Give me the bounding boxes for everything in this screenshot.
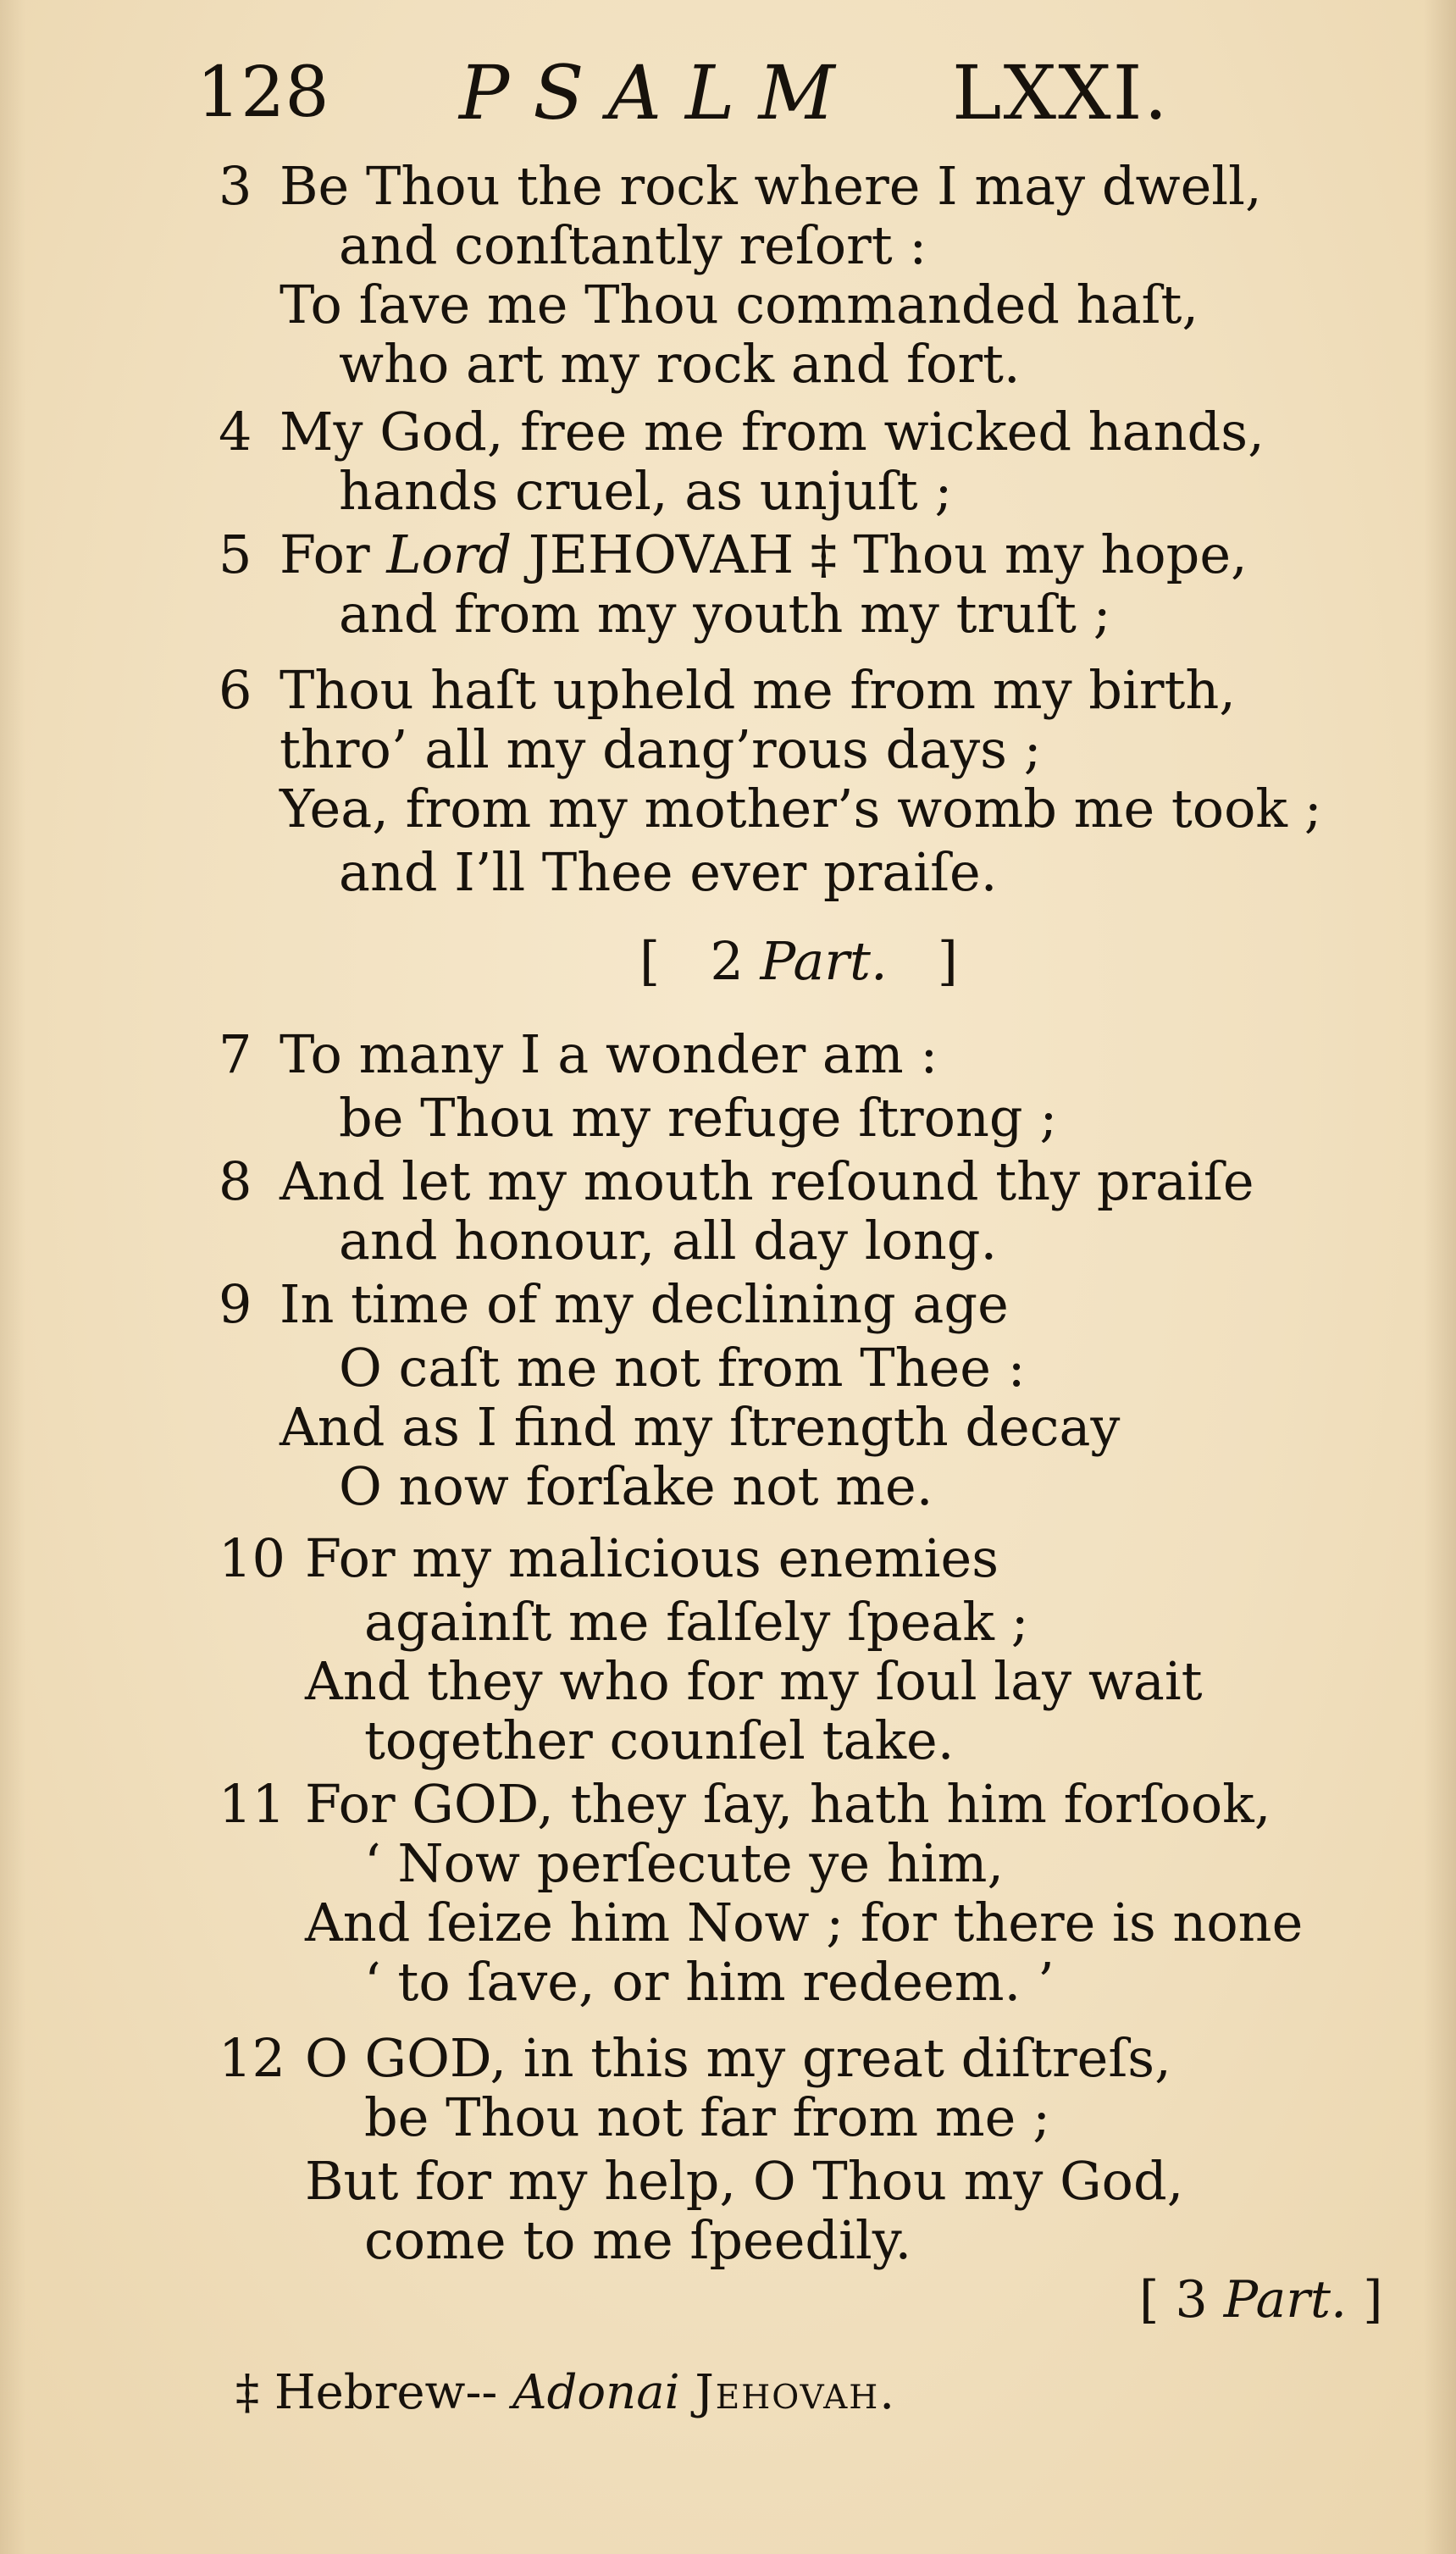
verse-line: To ſave me Thou commanded haſt, <box>280 274 1199 335</box>
italic-lord: Lord <box>386 524 512 585</box>
page-gutter-shadow <box>0 0 25 2554</box>
bracket-open: [ <box>639 930 661 992</box>
verse-number: 9 <box>219 1273 252 1335</box>
verse-line: O GOD, in this my great diſtreſs, <box>305 2027 1171 2089</box>
running-title: PSALM <box>459 49 859 136</box>
verse-line: be Thou my refuge ſtrong ; <box>339 1087 1058 1149</box>
verse-line: To many I a wonder am : <box>280 1023 938 1085</box>
verse-line: And as I find my ſtrength decay <box>280 1396 1121 1458</box>
psalm-number: LXXI. <box>952 49 1170 136</box>
verse-line: and conſtantly reſort : <box>339 214 927 276</box>
catchword-number: 3 <box>1175 2270 1208 2330</box>
verse-line: O caſt me not from Thee : <box>339 1337 1026 1399</box>
verse-line: For GOD, they ſay, hath him forſook, <box>305 1773 1271 1835</box>
running-header <box>197 47 1196 136</box>
verse-line: But for my help, O Thou my God, <box>305 2150 1184 2212</box>
verse-number: 10 <box>219 1527 285 1589</box>
verse-line: ‘ Now perſecute ye him, <box>364 1832 1005 1894</box>
verse-line: And let my mouth reſound thy praiſe <box>280 1150 1254 1212</box>
verse-line: In time of my declining age <box>280 1273 1009 1335</box>
verse-line: And ſeize him Now ; for there is none <box>305 1892 1304 1953</box>
footnote-caps-word: Jehovah. <box>695 2365 897 2420</box>
footnote <box>235 2363 896 2423</box>
page-number: 128 <box>197 53 329 133</box>
verse-line: againſt me falſely ſpeak ; <box>364 1591 1029 1653</box>
section-heading <box>639 932 958 991</box>
verse-line: My God, free me from wicked hands, <box>280 401 1265 463</box>
verse-line: O now forſake not me. <box>339 1455 933 1517</box>
bracket-close: ] <box>937 930 958 992</box>
verse-line: and from my youth my truſt ; <box>339 583 1111 645</box>
section-label: Part. <box>760 930 888 992</box>
catchword <box>1139 2270 1383 2330</box>
verse-line: thro’ all my dang’rous days ; <box>280 718 1042 780</box>
bracket-open: [ <box>1139 2270 1160 2330</box>
verse-number: 12 <box>219 2027 285 2089</box>
footnote-italic-word: Adonai <box>512 2365 680 2420</box>
verse-number: 3 <box>219 155 252 217</box>
footnote-prefix: Hebrew-- <box>274 2365 498 2420</box>
verse-line: and I’ll Thee ever praiſe. <box>339 841 998 903</box>
verse-word: JEHOVAH ‡ Thou my hope, <box>528 524 1248 585</box>
verse-line: who art my rock and fort. <box>339 333 1021 395</box>
verse-line: together counſel take. <box>364 1709 955 1771</box>
section-number: 2 <box>710 930 744 992</box>
verse-line: For my malicious enemies <box>305 1527 999 1589</box>
verse-line: ‘ to ſave, or him redeem. ’ <box>364 1951 1055 2013</box>
verse-number: 7 <box>219 1023 252 1085</box>
verse-line: Thou haſt upheld me from my birth, <box>280 659 1237 721</box>
verse-line: be Thou not far from me ; <box>364 2086 1050 2148</box>
verse-line: come to me ſpeedily. <box>364 2209 912 2271</box>
bracket-close: ] <box>1363 2270 1383 2330</box>
verse-line: and honour, all day long. <box>339 1210 998 1271</box>
double-dagger-mark: ‡ <box>235 2365 259 2420</box>
verse-number: 5 <box>219 524 252 585</box>
verse-line: Yea, from my mother’s womb me took ; <box>280 778 1322 839</box>
page-edge-shadow <box>1424 0 1456 2554</box>
verse-number: 4 <box>219 401 252 463</box>
verse-line: And they who for my ſoul lay wait <box>305 1650 1203 1712</box>
verse-line: hands cruel, as unjuſt ; <box>339 460 953 522</box>
verse-line <box>280 525 1248 584</box>
verse-number: 6 <box>219 659 252 721</box>
verse-word: For <box>280 524 370 585</box>
catchword-label: Part. <box>1223 2270 1348 2330</box>
verse-line: Be Thou the rock where I may dwell, <box>280 155 1262 217</box>
verse-number: 8 <box>219 1150 252 1212</box>
verse-number: 11 <box>219 1773 285 1835</box>
